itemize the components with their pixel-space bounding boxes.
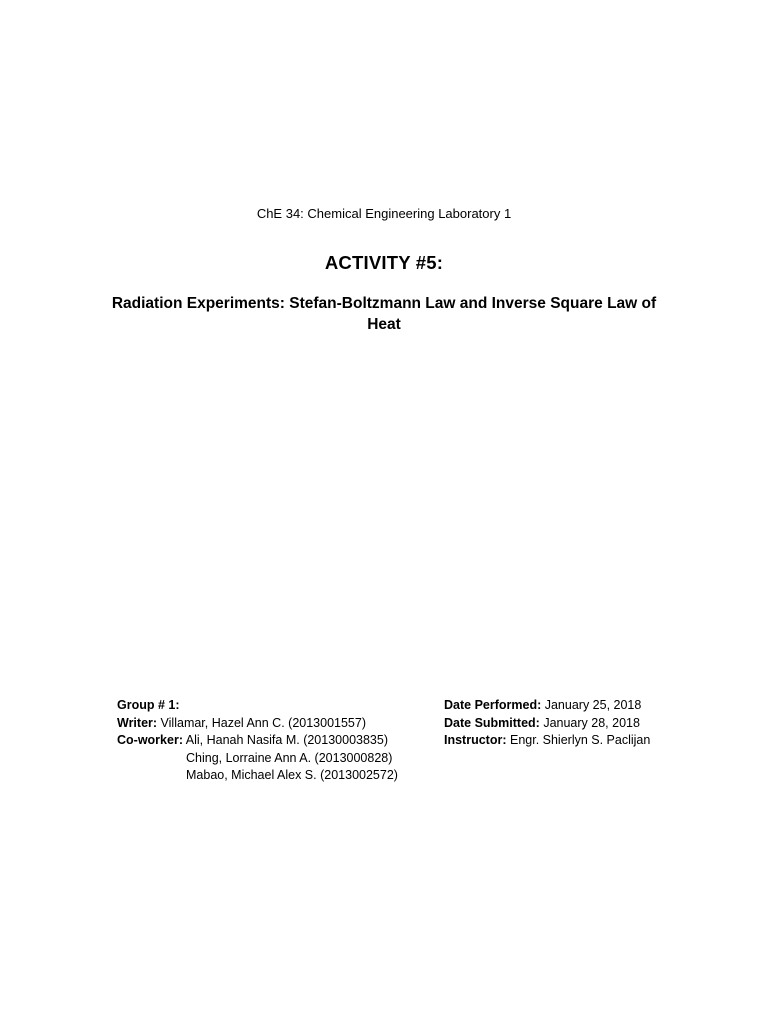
instructor-line <box>444 732 650 750</box>
instructor-label: Instructor: <box>444 733 507 747</box>
coworker-line <box>117 732 398 750</box>
writer-name: Villamar, Hazel Ann C. (2013001557) <box>160 715 366 730</box>
writer-line <box>117 715 398 733</box>
activity-heading: ACTIVITY #5: <box>324 252 444 273</box>
date-performed-line <box>444 697 650 715</box>
date-performed-value: January 25, 2018 <box>544 698 642 712</box>
submission-details <box>444 697 650 750</box>
instructor-value: Engr. Shierlyn S. Paclijan <box>509 733 651 747</box>
group-label: Group # 1: <box>117 698 180 712</box>
date-performed-label: Date Performed: <box>444 698 542 712</box>
document-title: Radiation Experiments: Stefan-Boltzmann Law and Inverse Square Law of Heat <box>111 295 657 333</box>
coworker-label: Co-worker: <box>117 733 183 747</box>
date-submitted-line <box>444 715 650 733</box>
group-info <box>117 697 398 785</box>
course-title: ChE 34: Chemical Engineering Laboratory 1 <box>256 206 512 221</box>
writer-label: Writer: <box>117 715 158 730</box>
coworker-name: Ali, Hanah Nasifa M. (20130003835) <box>185 733 388 747</box>
date-submitted-label: Date Submitted: <box>444 715 540 730</box>
date-submitted-value: January 28, 2018 <box>543 715 640 730</box>
coworker-name: Ching, Lorraine Ann A. (2013000828) <box>186 750 393 765</box>
coworker-name: Mabao, Michael Alex S. (2013002572) <box>186 768 398 782</box>
